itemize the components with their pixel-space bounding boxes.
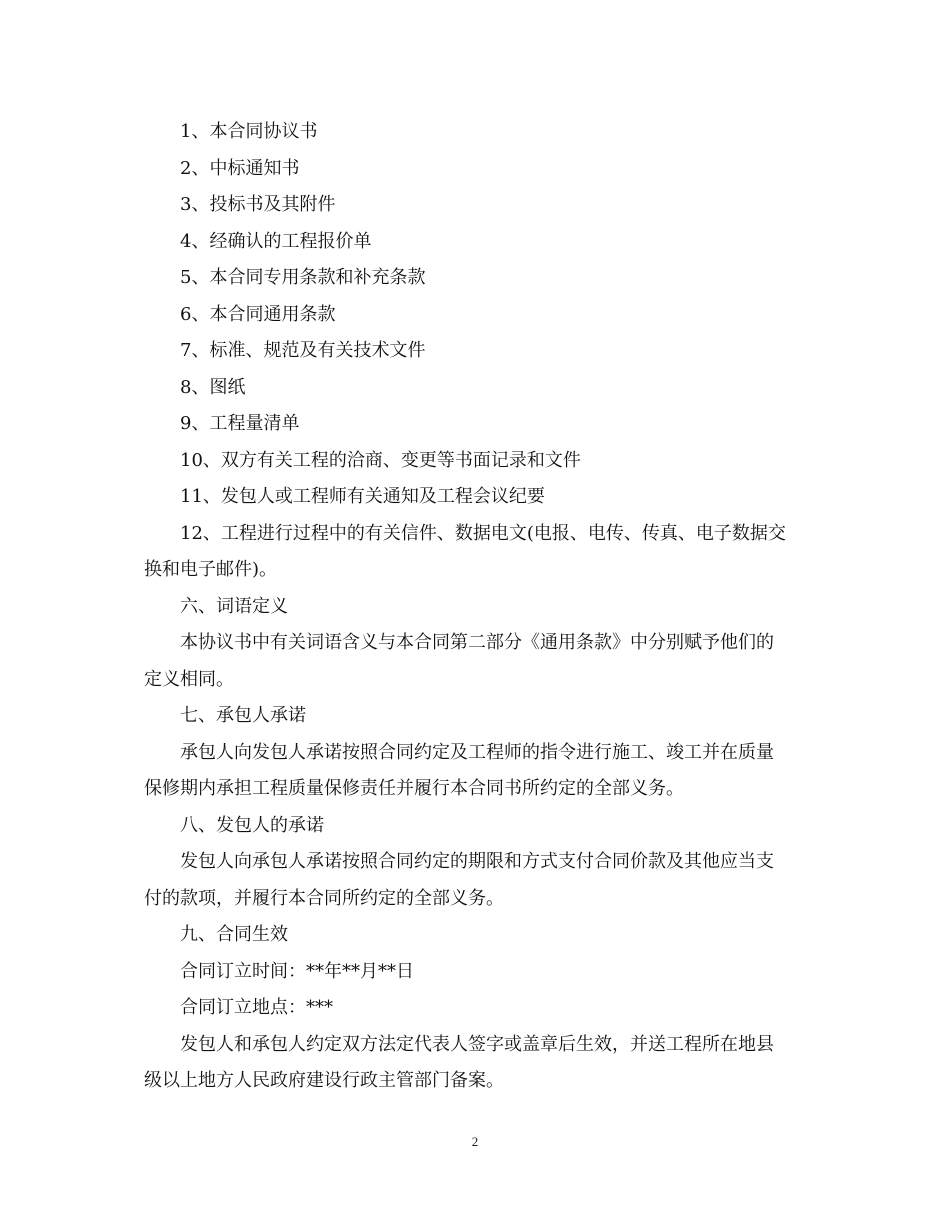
list-item: 2、中标通知书 xyxy=(180,157,300,179)
list-item: 7、标准、规范及有关技术文件 xyxy=(180,340,426,361)
document-body xyxy=(144,114,814,1100)
list-item: 4、经确认的工程报价单 xyxy=(180,230,372,252)
section-heading: 六、词语定义 xyxy=(180,595,288,617)
list-item: 8、图纸 xyxy=(180,376,246,398)
list-item-continuation: 换和电子邮件)。 xyxy=(144,559,278,580)
paragraph-line: 付的款项，并履行本合同所约定的全部义务。 xyxy=(144,887,504,909)
paragraph-line: 发包人和承包人约定双方法定代表人签字或盖章后生效，并送工程所在地县 xyxy=(180,1033,774,1055)
list-item: 3、投标书及其附件 xyxy=(180,194,336,215)
list-item: 6、本合同通用条款 xyxy=(180,303,336,325)
paragraph-line: 合同订立时间：**年**月**日 xyxy=(180,960,414,982)
paragraph-line: 定义相同。 xyxy=(144,668,234,690)
list-item: 9、工程量清单 xyxy=(180,413,300,434)
paragraph-line: 级以上地方人民政府建设行政主管部门备案。 xyxy=(144,1070,504,1091)
paragraph-line: 保修期内承担工程质量保修责任并履行本合同书所约定的全部义务。 xyxy=(144,778,684,799)
section-heading: 七、承包人承诺 xyxy=(180,705,306,726)
section-heading: 九、合同生效 xyxy=(180,924,288,945)
list-item: 5、本合同专用条款和补充条款 xyxy=(180,267,426,288)
paragraph-line: 承包人向发包人承诺按照合同约定及工程师的指令进行施工、竣工并在质量 xyxy=(180,741,774,763)
list-item: 1、本合同协议书 xyxy=(180,121,318,142)
paragraph-line: 发包人向承包人承诺按照合同约定的期限和方式支付合同价款及其他应当支 xyxy=(180,851,774,872)
list-item: 11、发包人或工程师有关通知及工程会议纪要 xyxy=(180,486,545,507)
paragraph-line: 本协议书中有关词语含义与本合同第二部分《通用条款》中分别赋予他们的 xyxy=(180,632,774,653)
page-number: 2 xyxy=(471,1134,479,1149)
list-item: 10、双方有关工程的洽商、变更等书面记录和文件 xyxy=(180,449,581,471)
list-item: 12、工程进行过程中的有关信件、数据电文(电报、电传、传真、电子数据交 xyxy=(180,522,786,544)
paragraph-line: 合同订立地点：*** xyxy=(180,997,333,1018)
section-heading: 八、发包人的承诺 xyxy=(180,814,324,836)
